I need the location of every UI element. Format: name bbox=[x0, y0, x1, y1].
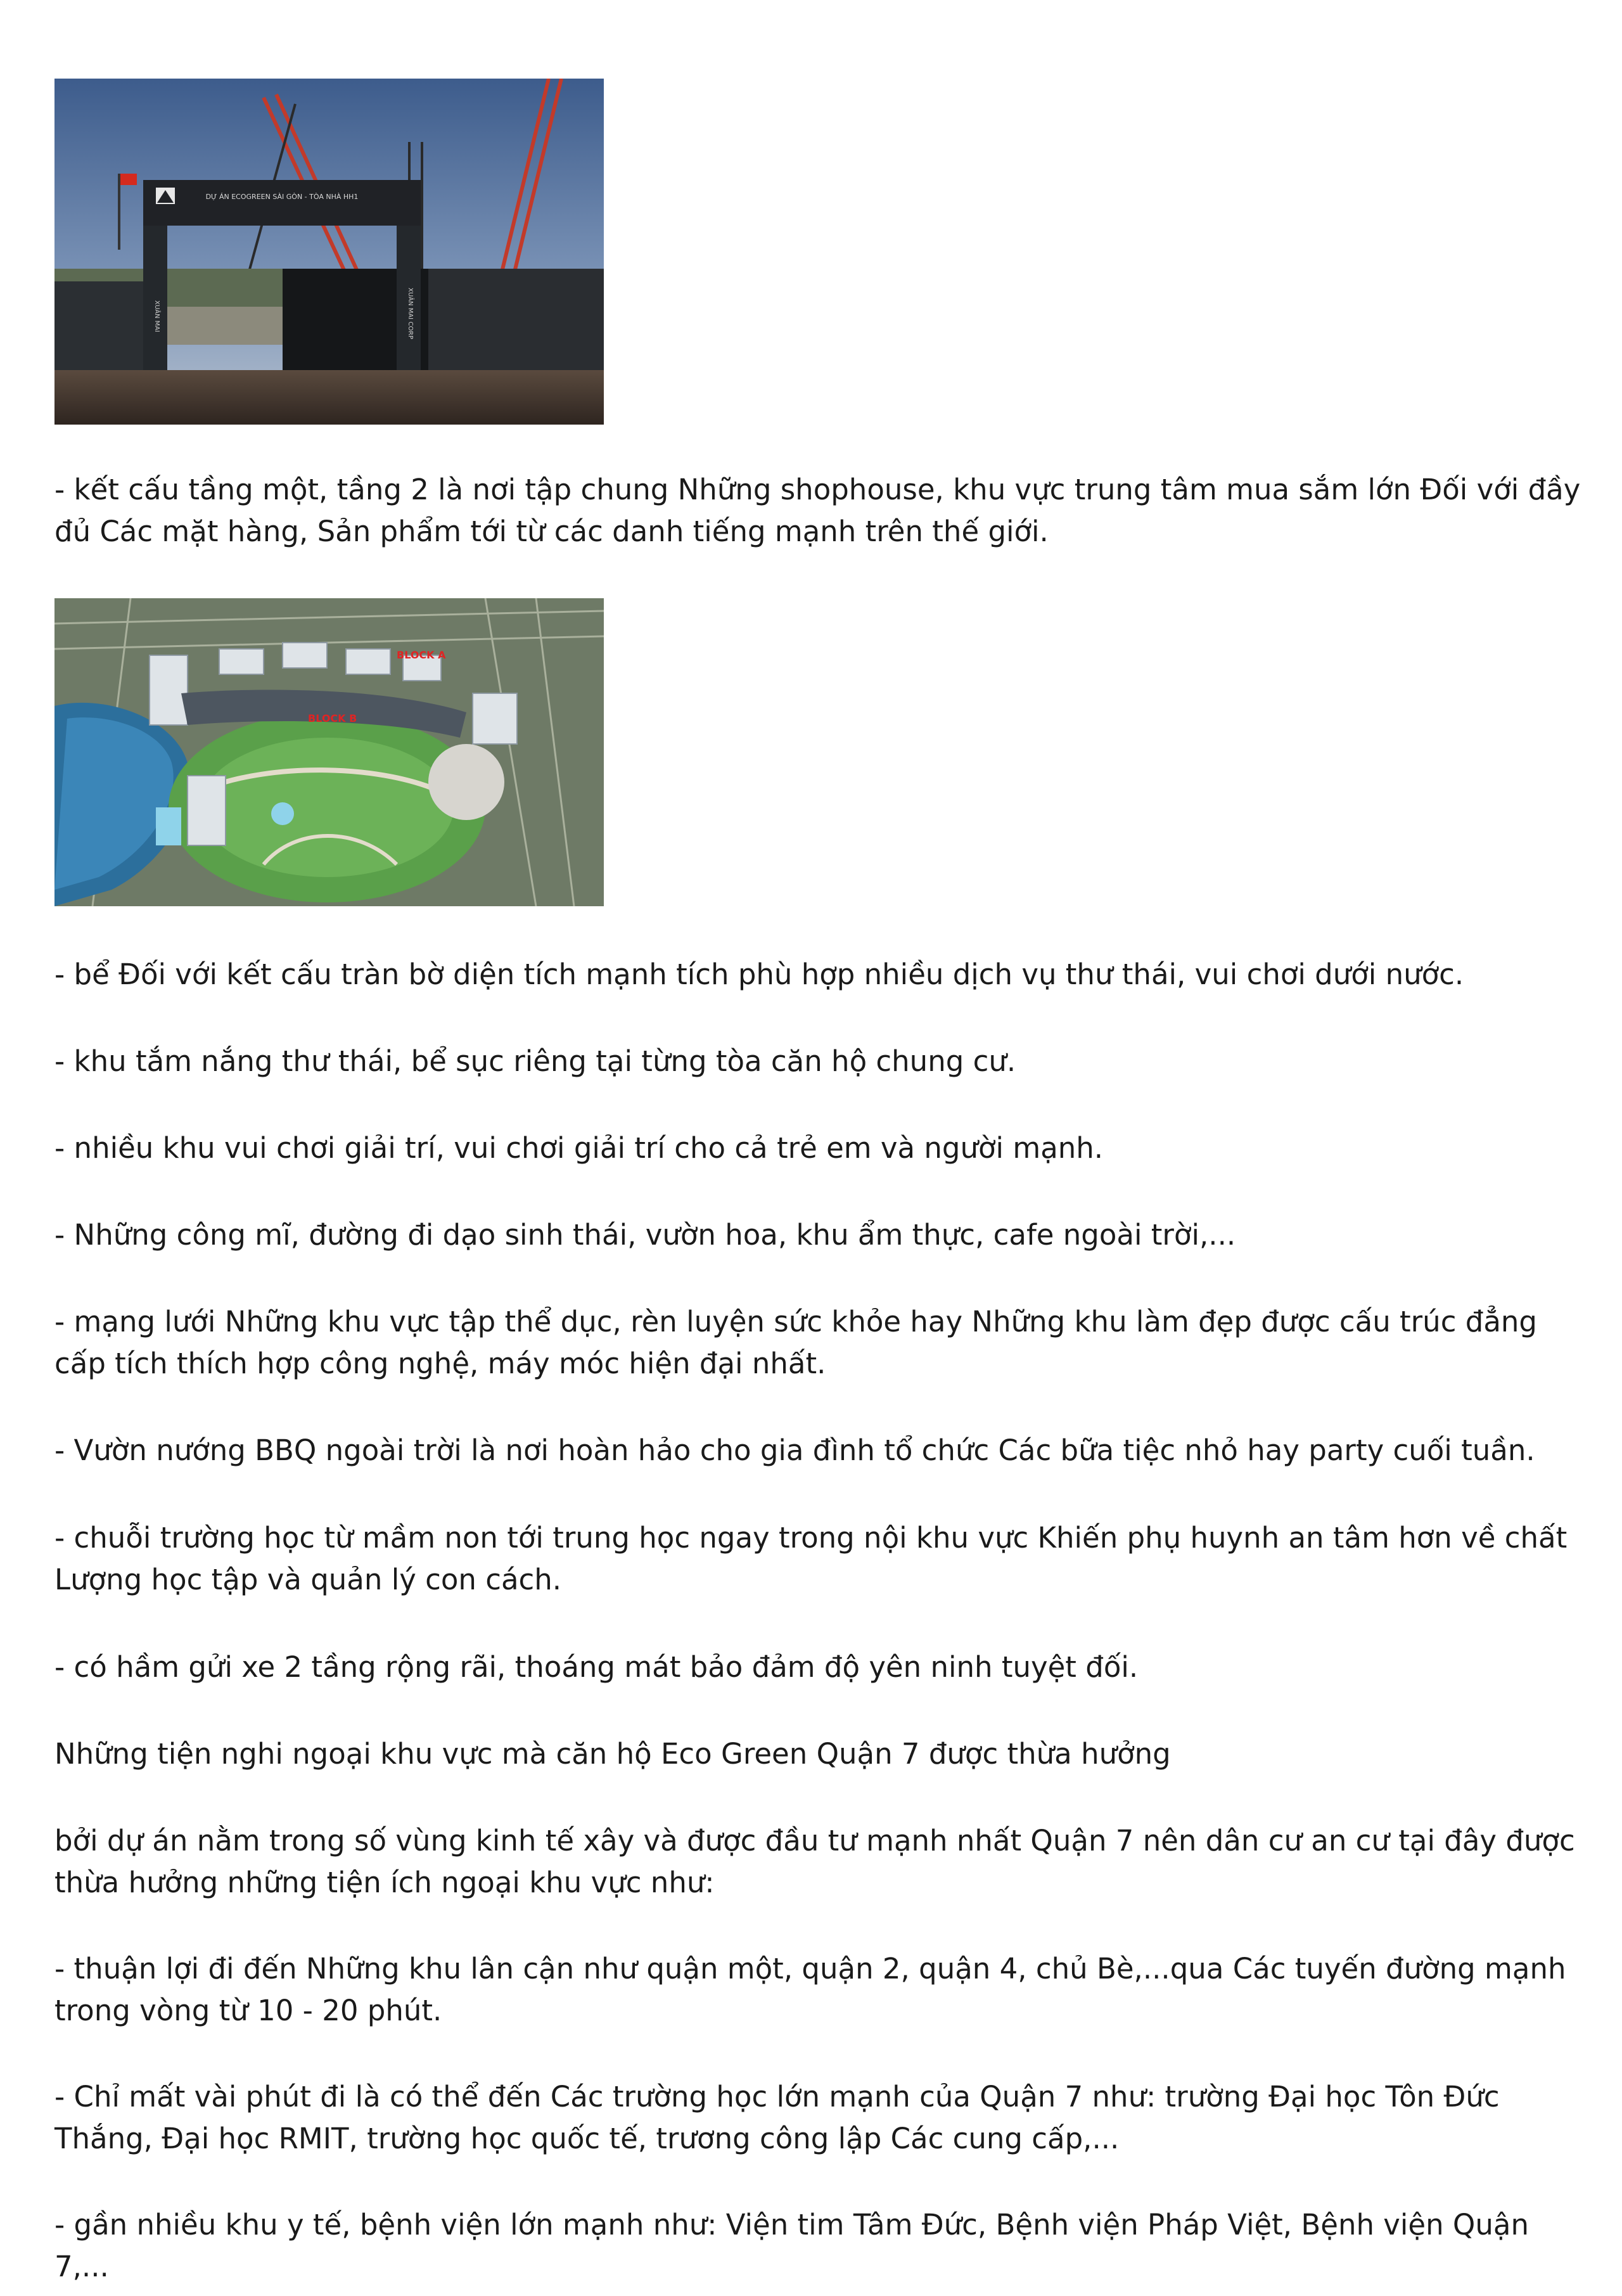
site-plan-render-icon bbox=[54, 598, 604, 906]
paragraph: - gần nhiều khu y tế, bệnh viện lớn mạnh như: Viện tim Tâm Đức, Bệnh viện Pháp Việt, Bệnh viện Quận 7,... bbox=[54, 2208, 1529, 2283]
gate-sign-text: DỰ ÁN ECOGREEN SÀI GÒN - TÒA NHÀ HH1 bbox=[205, 193, 359, 201]
paragraph: - Những công mĩ, đường đi dạo sinh thái, vườn hoa, khu ẩm thực, cafe ngoài trời,... bbox=[54, 1218, 1236, 1252]
gate-left-pillar-text: XUÂN MAI bbox=[153, 300, 160, 333]
paragraph: bởi dự án nằm trong số vùng kinh tế xây và được đầu tư mạnh nhất Quận 7 nên dân cư an cư tại đây được thừa hưởng những tiện ích ngoại khu vực như: bbox=[54, 1824, 1575, 1899]
paragraph: - thuận lợi đi đến Những khu lân cận như quận một, quận 2, quận 4, chủ Bè,...qua Các tuyến đường mạnh trong vòng từ 10 - 20 phút. bbox=[54, 1952, 1566, 2027]
paragraph: - bể Đối với kết cấu tràn bờ diện tích mạnh tích phù hợp nhiều dịch vụ thư thái, vui chơi dưới nước. bbox=[54, 958, 1464, 991]
paragraph: - Vườn nướng BBQ ngoài trời là nơi hoàn hảo cho gia đình tổ chức Các bữa tiệc nhỏ hay party cuối tuần. bbox=[54, 1433, 1535, 1467]
site-plan-render bbox=[54, 598, 604, 906]
paragraph: - mạng lưới Những khu vực tập thể dục, rèn luyện sức khỏe hay Những khu làm đẹp được cấu trúc đẳng cấp tích thích hợp công nghệ, máy móc hiện đại nhất. bbox=[54, 1305, 1537, 1380]
site-label-block-a: BLOCK A bbox=[397, 649, 446, 661]
construction-gate-photo-icon bbox=[54, 79, 604, 425]
gate-right-pillar-text: XUÂN MAI CORP bbox=[407, 288, 414, 340]
paragraph: - có hầm gửi xe 2 tầng rộng rãi, thoáng mát bảo đảm độ yên ninh tuyệt đối. bbox=[54, 1650, 1139, 1684]
site-label-block-b: BLOCK B bbox=[308, 712, 357, 724]
paragraph: - khu tắm nắng thư thái, bể sục riêng tại từng tòa căn hộ chung cư. bbox=[54, 1044, 1016, 1078]
construction-gate-photo bbox=[54, 79, 604, 425]
paragraph: - nhiều khu vui chơi giải trí, vui chơi giải trí cho cả trẻ em và người mạnh. bbox=[54, 1131, 1104, 1165]
paragraph: - chuỗi trường học từ mầm non tới trung học ngay trong nội khu vực Khiến phụ huynh an tâm hơn về chất Lượng học tập và quản lý con cách. bbox=[54, 1521, 1568, 1596]
paragraph: - Chỉ mất vài phút đi là có thể đến Các trường học lớn mạnh của Quận 7 như: trường Đại học Tôn Đức Thắng, Đại học RMIT, trường học quốc tế, trương công lập Các cung cấp,... bbox=[54, 2080, 1500, 2155]
paragraph: - kết cấu tầng một, tầng 2 là nơi tập chung Những shophouse, khu vực trung tâm mua sắm lớn Đối với đầy đủ Các mặt hàng, Sản phẩm tới từ các danh tiếng mạnh trên thế giới. bbox=[54, 473, 1581, 548]
section-heading: Những tiện nghi ngoại khu vực mà căn hộ Eco Green Quận 7 được thừa hưởng bbox=[54, 1737, 1171, 1771]
